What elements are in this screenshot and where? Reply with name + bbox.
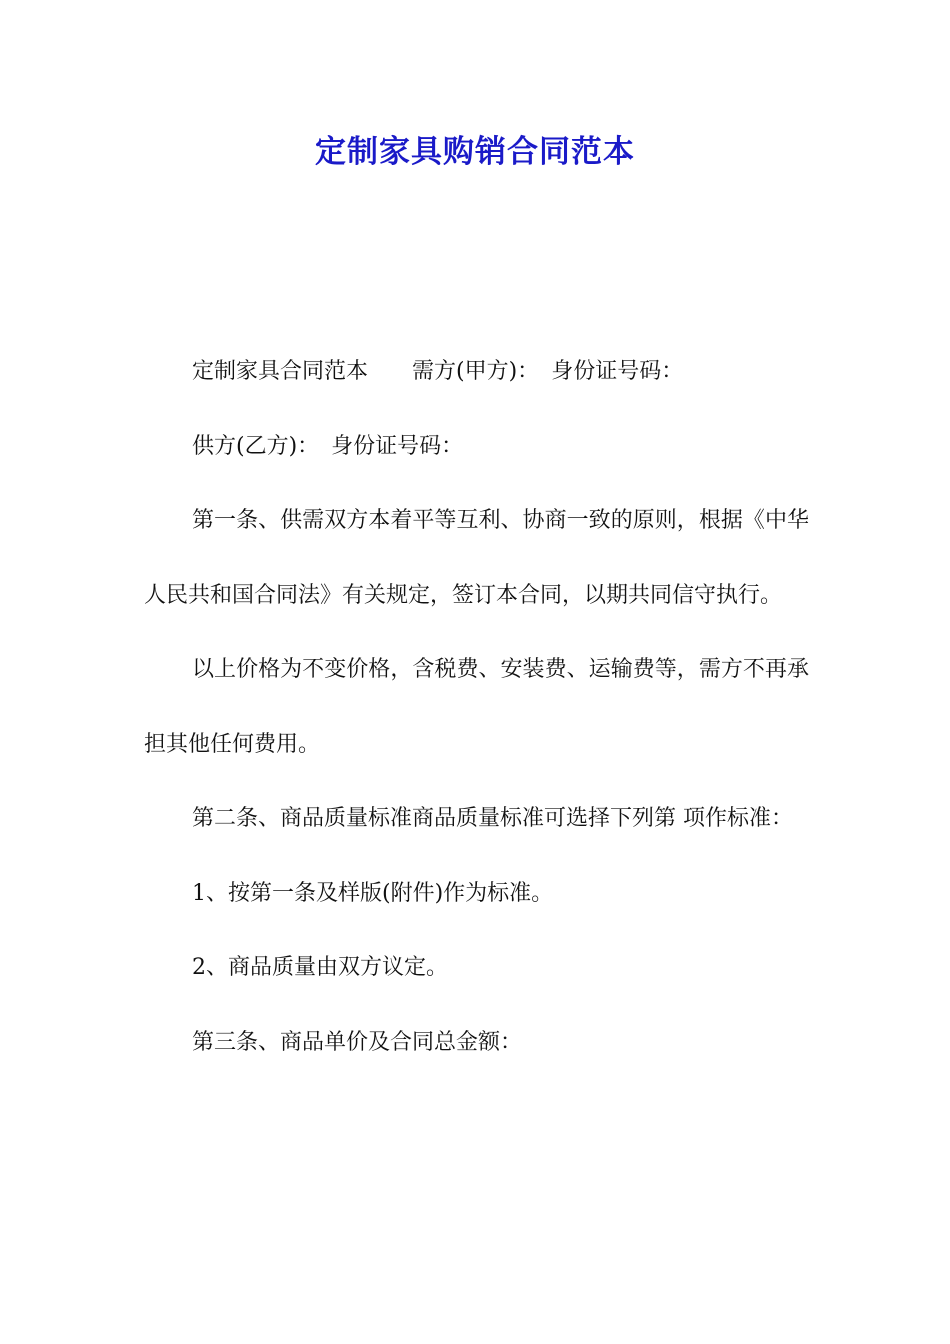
article-3-paragraph: 第三条、商品单价及合同总金额：: [192, 1029, 523, 1055]
party-a-line: [144, 335, 809, 410]
standard-option-1: 1、按第一条及样版(附件)作为标准。: [192, 880, 554, 906]
seller-id-label: 身份证号码：: [331, 433, 464, 459]
article-1-paragraph: 第一条、供需双方本着平等互利、协商一致的原则，根据《中华人民共和国合同法》有关规定，签订本合同，以期共同信守执行。: [144, 508, 809, 608]
document-title: 定制家具购销合同范本: [315, 134, 635, 170]
document-body: [144, 335, 809, 1080]
buyer-label: 需方(甲方)：: [412, 359, 540, 384]
buyer-id-label: 身份证号码：: [551, 359, 684, 384]
contract-name-text: 定制家具合同范本: [192, 359, 369, 384]
price-note-paragraph: 以上价格为不变价格，含税费、安装费、运输费等，需方不再承担其他任何费用。: [144, 657, 809, 757]
party-b-line: [144, 410, 809, 485]
article-2-paragraph: 第二条、商品质量标准商品质量标准可选择下列第 项作标准：: [192, 806, 793, 831]
standard-option-2: 2、商品质量由双方议定。: [192, 955, 448, 980]
seller-label: 供方(乙方)：: [192, 433, 320, 459]
